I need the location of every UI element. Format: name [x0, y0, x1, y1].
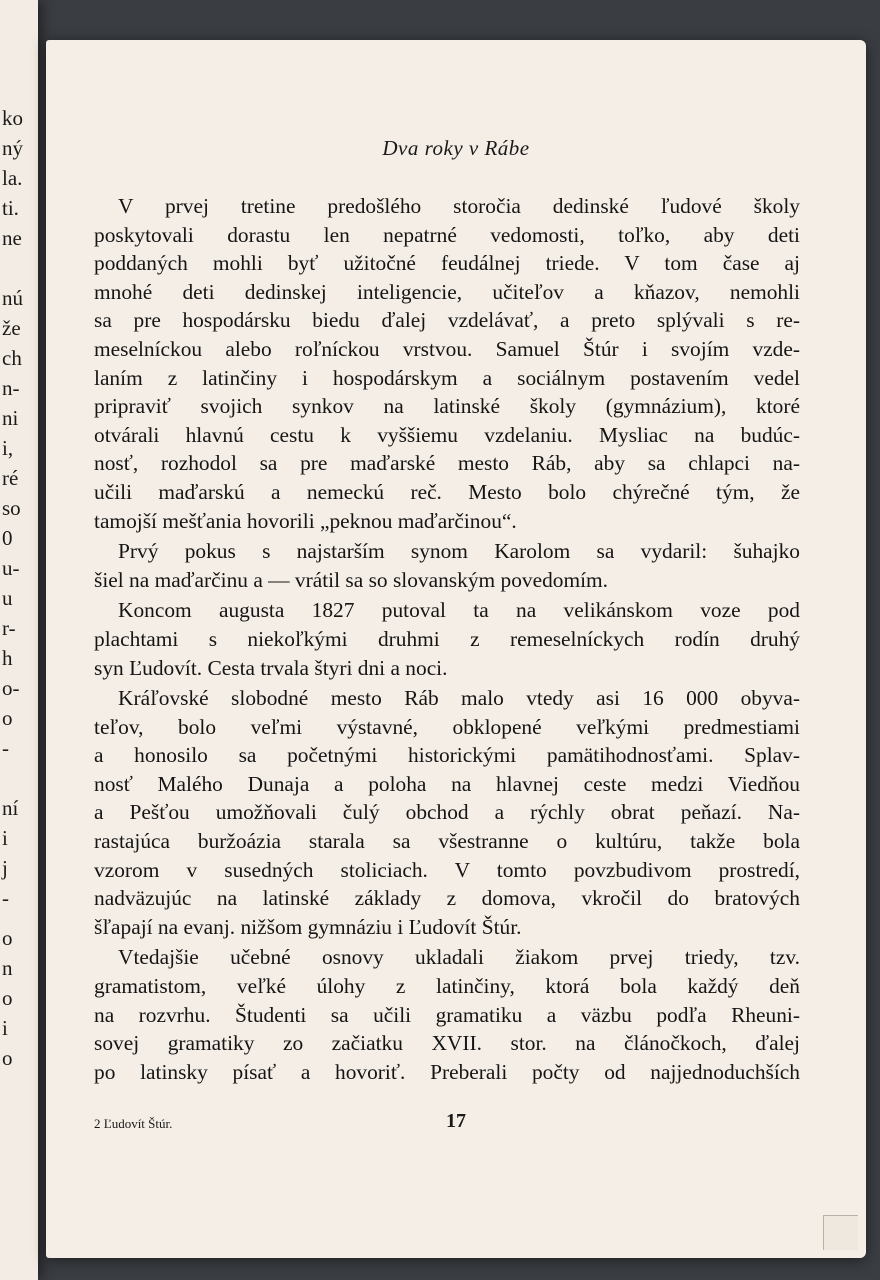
- page-number: 17: [446, 1110, 466, 1132]
- left-page-fragment: že: [2, 316, 21, 340]
- body-text: [94, 192, 800, 1088]
- text-line: na rozvrhu. Študenti sa učili gramatiku a väzbu podľa Rheuni-: [94, 1002, 800, 1027]
- left-page-fragment: u: [2, 586, 13, 610]
- text-line: a Pešťou umožňovali čulý obchod a rýchly obrat peňazí. Na-: [94, 800, 800, 825]
- left-page-fragment: so: [2, 496, 21, 520]
- left-page-edge: [0, 0, 38, 1280]
- text-line: Koncom augusta 1827 putoval ta na velikánskom voze pod: [118, 598, 800, 623]
- paragraph-3: [94, 596, 800, 682]
- left-page-fragment: ko: [2, 106, 23, 130]
- left-page-fragment: o: [2, 706, 13, 730]
- text-line: poskytovali dorastu len nepatrné vedomosti, toľko, aby deti: [94, 222, 800, 247]
- text-line: nadväzujúc na latinské základy z domova, vkročil do bratových: [94, 886, 800, 911]
- left-page-fragment: ne: [2, 226, 22, 250]
- left-page-fragment: ch: [2, 346, 22, 370]
- left-page-fragment: ti.: [2, 196, 19, 220]
- text-line: syn Ľudovít. Cesta trvala štyri dni a noci.: [94, 655, 448, 680]
- text-line: laním z latinčiny i hospodárskym a sociálnym postavením vedel: [94, 365, 800, 390]
- left-page-fragment: -: [2, 886, 9, 910]
- left-page-fragment: -: [2, 736, 9, 760]
- left-page-fragment: ni: [2, 406, 19, 430]
- left-page-fragment: o: [2, 1046, 13, 1070]
- left-page-fragment: ní: [2, 796, 19, 820]
- text-line: V prvej tretine predošlého storočia dedinské ľudové školy: [118, 194, 800, 218]
- text-line: nosť Malého Dunaja a poloha na hlavnej ceste medzi Viedňou: [94, 771, 800, 796]
- left-page-fragment: r-: [2, 616, 16, 640]
- text-line: sa pre hospodársku biedu ďalej vzdelávať, a preto splývali s re-: [94, 308, 800, 333]
- left-page-fragment: ré: [2, 466, 19, 490]
- text-line: gramatistom, veľké úlohy z latinčiny, ktorá bola každý deň: [94, 974, 800, 999]
- text-line: poddaných mohli byť užitočné feudálnej triede. V tom čase aj: [94, 251, 800, 276]
- text-line: otvárali hlavnú cestu k vyššiemu vzdelaniu. Mysliac na budúc-: [94, 422, 800, 447]
- text-line: tamojší mešťania hovorili „peknou maďarčinou“.: [94, 508, 517, 533]
- left-page-fragment: j: [2, 856, 8, 880]
- text-line: Vtedajšie učebné osnovy ukladali žiakom prvej triedy, tzv.: [118, 945, 800, 970]
- text-line: šiel na maďarčinu a — vrátil sa so slovanským povedomím.: [94, 567, 609, 592]
- paragraph-2: [94, 537, 800, 594]
- text-line: sovej gramatiky zo začiatku XVII. stor. na článočkoch, ďalej: [94, 1031, 800, 1056]
- text-line: vzorom v susedných stoliciach. V tomto povzbudivom prostredí,: [94, 857, 800, 882]
- text-line: meselníckou alebo roľníckou vrstvou. Samuel Štúr i svojím vzde-: [94, 336, 800, 361]
- left-page-fragment: n: [2, 956, 13, 980]
- paragraph-5: [94, 943, 800, 1086]
- left-page-fragment: u-: [2, 556, 20, 580]
- text-line: nosť, rozhodol sa pre maďarské mesto Ráb, aby sa chlapci na-: [94, 451, 800, 476]
- text-line: učili maďarskú a nemeckú reč. Mesto bolo chýrečné tým, že: [94, 479, 800, 504]
- text-line: pripraviť svojich synkov na latinské školy (gymnázium), ktoré: [94, 394, 800, 419]
- left-page-fragment: i: [2, 1016, 8, 1040]
- paragraph-4: [94, 684, 800, 941]
- text-line: šľapají na evanj. nižšom gymnáziu i Ľudovít Štúr.: [94, 914, 522, 939]
- book-page: [46, 40, 866, 1258]
- left-page-fragment: o-: [2, 676, 20, 700]
- left-page-fragment: i,: [2, 436, 14, 460]
- text-line: Prvý pokus s najstarším synom Karolom sa vydaril: šuhajko: [118, 539, 800, 564]
- text-line: teľov, bolo veľmi výstavné, obklopené veľkými predmestiami: [94, 714, 800, 739]
- left-page-fragment: n-: [2, 376, 20, 400]
- page-corner: [823, 1215, 858, 1250]
- text-line: plachtami s niekoľkými druhmi z remeselníckych rodín druhý: [94, 626, 800, 651]
- left-page-fragment: la.: [2, 166, 23, 190]
- left-page-fragment: i: [2, 826, 8, 850]
- left-page-fragment: h: [2, 646, 13, 670]
- left-page-fragment: o: [2, 986, 13, 1010]
- left-page-fragment: ný: [2, 136, 23, 160]
- left-page-fragment: 0: [2, 526, 13, 550]
- paragraph-1: [94, 192, 800, 535]
- left-page-fragment: o: [2, 926, 13, 950]
- text-line: a honosilo sa početnými historickými pamätihodnosťami. Splav-: [94, 743, 800, 768]
- running-head: Dva roky v Rábe: [382, 136, 530, 160]
- text-line: po latinsky písať a hovoriť. Preberali počty od najjednoduchších: [94, 1059, 800, 1084]
- left-page-fragment: nú: [2, 286, 23, 310]
- text-line: Kráľovské slobodné mesto Ráb malo vtedy asi 16 000 obyva-: [118, 686, 800, 711]
- text-line: mnohé deti dedinskej inteligencie, učiteľov a kňazov, nemohli: [94, 279, 800, 304]
- text-line: rastajúca buržoázia starala sa všestranne o kultúru, takže bola: [94, 829, 800, 854]
- signature-mark: 2 Ľudovít Štúr.: [94, 1116, 173, 1131]
